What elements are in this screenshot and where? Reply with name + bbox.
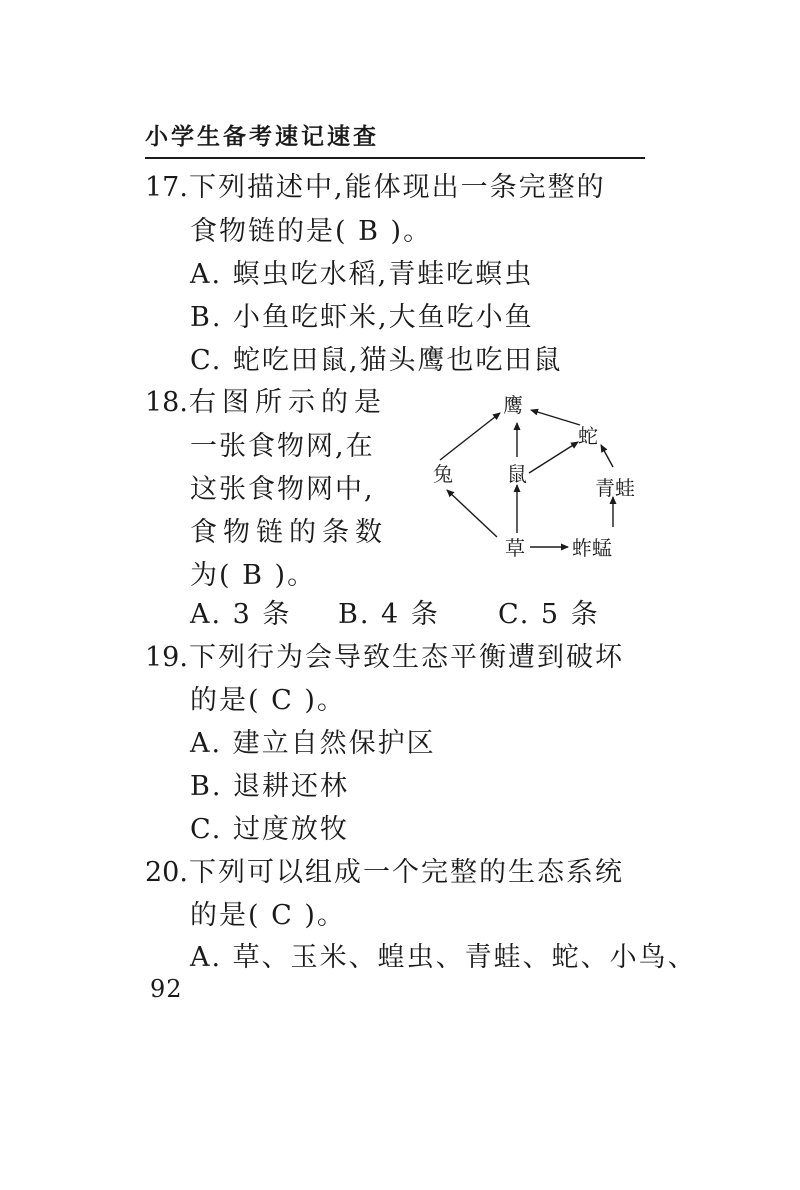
question-stem-continued: 食物链的条数 — [190, 517, 388, 548]
question-stem: 右图所示的是 — [189, 387, 387, 418]
node-qingwa: 青蛙 — [595, 476, 635, 500]
question-stem-continued: 为( B )。 — [190, 560, 317, 591]
running-header: 小学生备考速记速查 — [145, 118, 645, 159]
arrow-qingwa-she — [601, 445, 613, 467]
question-stem: 下列可以组成一个完整的生态系统 — [189, 857, 624, 888]
arrow-cao-tu — [447, 490, 497, 537]
option-b: B. 退耕还林 — [190, 771, 350, 802]
question-20 — [145, 850, 624, 889]
option-c: C. 蛇吃田鼠,猫头鹰也吃田鼠 — [190, 345, 563, 376]
node-ying: 鹰 — [503, 393, 523, 417]
option-a: A. 3 条 — [190, 599, 292, 630]
question-18 — [145, 380, 387, 419]
node-shu: 鼠 — [507, 462, 527, 486]
node-cao: 草 — [505, 536, 525, 560]
arrow-she-ying — [531, 410, 580, 425]
question-number: 17. — [145, 172, 188, 203]
option-a: A. 草、玉米、蝗虫、青蛙、蛇、小鸟、 — [190, 942, 697, 973]
question-stem: 下列行为会导致生态平衡遭到破坏 — [189, 642, 624, 673]
question-stem-continued: 的是( C )。 — [190, 900, 346, 931]
question-stem-continued: 的是( C )。 — [190, 685, 346, 716]
node-tu: 兔 — [433, 462, 453, 486]
option-b: B. 4 条 — [338, 599, 440, 630]
question-number: 20. — [145, 857, 188, 888]
question-17 — [145, 165, 606, 204]
question-stem-continued: 一张食物网,在 — [190, 431, 375, 462]
page-number: 92 — [150, 975, 183, 1003]
arrow-tu-ying — [440, 413, 500, 460]
option-a: A. 建立自然保护区 — [190, 728, 436, 759]
question-number: 19. — [145, 642, 188, 673]
node-she: 蛇 — [578, 424, 598, 448]
arrow-shu-she — [529, 442, 578, 473]
option-c: C. 过度放牧 — [190, 814, 349, 845]
question-stem-continued: 食物链的是( B )。 — [190, 216, 433, 247]
question-19 — [145, 635, 624, 674]
option-c: C. 5 条 — [498, 599, 600, 630]
option-b: B. 小鱼吃虾米,大鱼吃小鱼 — [190, 302, 534, 333]
question-stem: 下列描述中,能体现出一条完整的 — [189, 172, 606, 203]
question-number: 18. — [145, 387, 188, 418]
node-zhameng: 蚱蜢 — [572, 536, 612, 560]
option-a: A. 螟虫吃水稻,青蛙吃螟虫 — [190, 259, 534, 290]
question-stem-continued: 这张食物网中, — [190, 474, 375, 505]
food-web-diagram — [425, 385, 655, 565]
